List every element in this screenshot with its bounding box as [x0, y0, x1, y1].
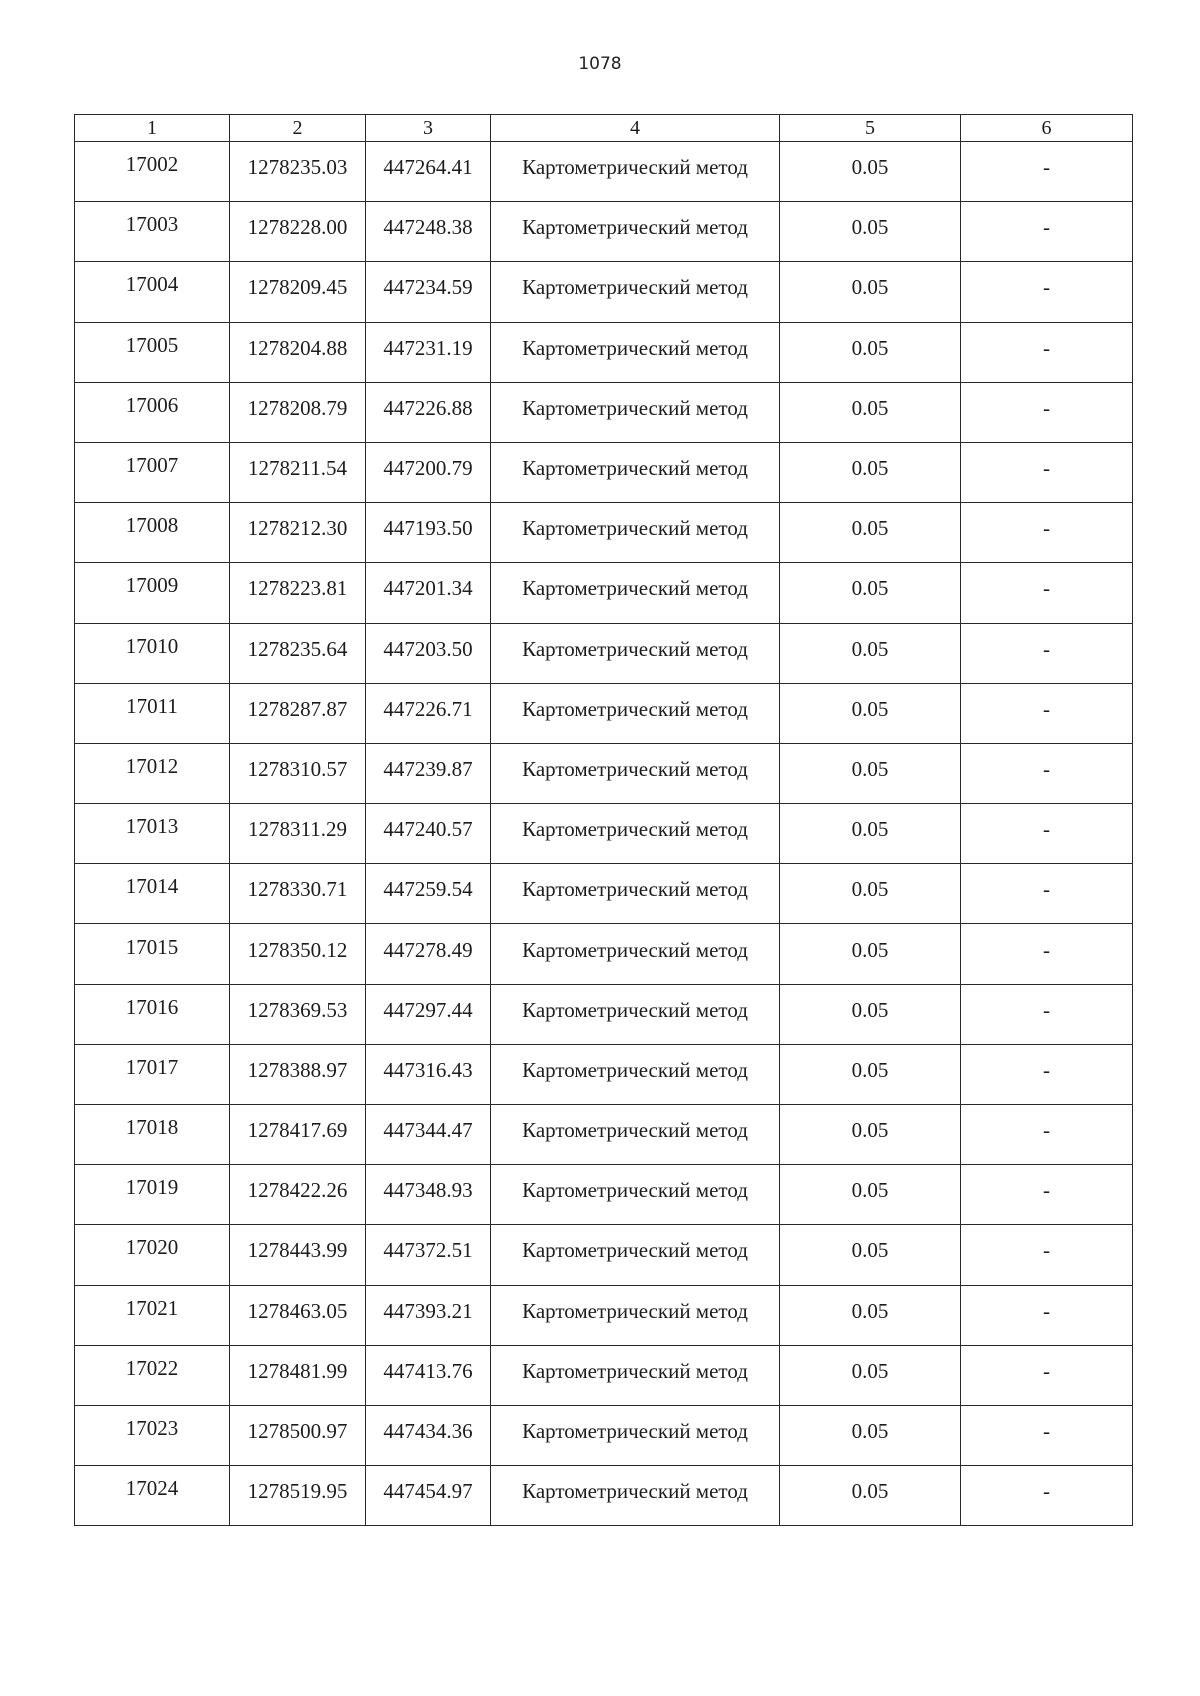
point-number-cell: 17023: [75, 1405, 230, 1465]
table-body: [75, 142, 1133, 1526]
note-cell: -: [961, 1044, 1133, 1104]
note-cell: -: [961, 503, 1133, 563]
note-cell: -: [961, 262, 1133, 322]
table-row: [75, 1044, 1133, 1104]
point-number-cell: 17008: [75, 503, 230, 563]
note-cell: -: [961, 202, 1133, 262]
note-cell: -: [961, 804, 1133, 864]
accuracy-cell: 0.05: [780, 1345, 961, 1405]
point-number-cell: 17014: [75, 864, 230, 924]
note-cell: -: [961, 1345, 1133, 1405]
accuracy-cell: 0.05: [780, 804, 961, 864]
method-cell: Картометрический метод: [491, 1044, 780, 1104]
column-header-6: 6: [961, 115, 1133, 142]
accuracy-cell: 0.05: [780, 142, 961, 202]
method-cell: Картометрический метод: [491, 743, 780, 803]
table-row: [75, 623, 1133, 683]
table-header-row: [75, 115, 1133, 142]
table-row: [75, 1345, 1133, 1405]
x-coordinate-cell: 1278350.12: [230, 924, 366, 984]
x-coordinate-cell: 1278223.81: [230, 563, 366, 623]
note-cell: -: [961, 1285, 1133, 1345]
point-number-cell: 17020: [75, 1225, 230, 1285]
x-coordinate-cell: 1278310.57: [230, 743, 366, 803]
point-number-cell: 17007: [75, 442, 230, 502]
y-coordinate-cell: 447193.50: [366, 503, 491, 563]
method-cell: Картометрический метод: [491, 202, 780, 262]
accuracy-cell: 0.05: [780, 382, 961, 442]
y-coordinate-cell: 447226.88: [366, 382, 491, 442]
note-cell: -: [961, 442, 1133, 502]
column-header-5: 5: [780, 115, 961, 142]
table-row: [75, 683, 1133, 743]
method-cell: Картометрический метод: [491, 1105, 780, 1165]
accuracy-cell: 0.05: [780, 683, 961, 743]
column-header-4: 4: [491, 115, 780, 142]
accuracy-cell: 0.05: [780, 1405, 961, 1465]
point-number-cell: 17019: [75, 1165, 230, 1225]
method-cell: Картометрический метод: [491, 503, 780, 563]
method-cell: Картометрический метод: [491, 382, 780, 442]
method-cell: Картометрический метод: [491, 864, 780, 924]
note-cell: -: [961, 1105, 1133, 1165]
y-coordinate-cell: 447231.19: [366, 322, 491, 382]
y-coordinate-cell: 447344.47: [366, 1105, 491, 1165]
table-row: [75, 382, 1133, 442]
y-coordinate-cell: 447201.34: [366, 563, 491, 623]
table-row: [75, 1225, 1133, 1285]
method-cell: Картометрический метод: [491, 1165, 780, 1225]
note-cell: -: [961, 743, 1133, 803]
y-coordinate-cell: 447372.51: [366, 1225, 491, 1285]
y-coordinate-cell: 447316.43: [366, 1044, 491, 1104]
method-cell: Картометрический метод: [491, 442, 780, 502]
y-coordinate-cell: 447248.38: [366, 202, 491, 262]
accuracy-cell: 0.05: [780, 1105, 961, 1165]
method-cell: Картометрический метод: [491, 262, 780, 322]
method-cell: Картометрический метод: [491, 1285, 780, 1345]
y-coordinate-cell: 447454.97: [366, 1466, 491, 1526]
table-row: [75, 924, 1133, 984]
table-row: [75, 1405, 1133, 1465]
table-row: [75, 262, 1133, 322]
x-coordinate-cell: 1278212.30: [230, 503, 366, 563]
x-coordinate-cell: 1278500.97: [230, 1405, 366, 1465]
table-row: [75, 1165, 1133, 1225]
y-coordinate-cell: 447226.71: [366, 683, 491, 743]
x-coordinate-cell: 1278417.69: [230, 1105, 366, 1165]
table-row: [75, 804, 1133, 864]
point-number-cell: 17018: [75, 1105, 230, 1165]
x-coordinate-cell: 1278204.88: [230, 322, 366, 382]
table-row: [75, 1105, 1133, 1165]
note-cell: -: [961, 984, 1133, 1044]
page-number: 1078: [578, 54, 622, 74]
note-cell: -: [961, 1165, 1133, 1225]
point-number-cell: 17005: [75, 322, 230, 382]
accuracy-cell: 0.05: [780, 442, 961, 502]
table-row: [75, 563, 1133, 623]
table-row: [75, 202, 1133, 262]
y-coordinate-cell: 447203.50: [366, 623, 491, 683]
method-cell: Картометрический метод: [491, 1345, 780, 1405]
table-row: [75, 442, 1133, 502]
accuracy-cell: 0.05: [780, 924, 961, 984]
y-coordinate-cell: 447259.54: [366, 864, 491, 924]
point-number-cell: 17013: [75, 804, 230, 864]
method-cell: Картометрический метод: [491, 563, 780, 623]
x-coordinate-cell: 1278235.64: [230, 623, 366, 683]
accuracy-cell: 0.05: [780, 563, 961, 623]
table-row: [75, 142, 1133, 202]
accuracy-cell: 0.05: [780, 623, 961, 683]
x-coordinate-cell: 1278311.29: [230, 804, 366, 864]
accuracy-cell: 0.05: [780, 503, 961, 563]
accuracy-cell: 0.05: [780, 202, 961, 262]
method-cell: Картометрический метод: [491, 142, 780, 202]
column-header-3: 3: [366, 115, 491, 142]
x-coordinate-cell: 1278422.26: [230, 1165, 366, 1225]
method-cell: Картометрический метод: [491, 322, 780, 382]
column-header-2: 2: [230, 115, 366, 142]
x-coordinate-cell: 1278211.54: [230, 442, 366, 502]
note-cell: -: [961, 322, 1133, 382]
x-coordinate-cell: 1278209.45: [230, 262, 366, 322]
x-coordinate-cell: 1278369.53: [230, 984, 366, 1044]
note-cell: -: [961, 382, 1133, 442]
note-cell: -: [961, 1225, 1133, 1285]
point-number-cell: 17002: [75, 142, 230, 202]
method-cell: Картометрический метод: [491, 683, 780, 743]
table-row: [75, 1285, 1133, 1345]
accuracy-cell: 0.05: [780, 743, 961, 803]
table-row: [75, 1466, 1133, 1526]
note-cell: -: [961, 563, 1133, 623]
x-coordinate-cell: 1278463.05: [230, 1285, 366, 1345]
note-cell: -: [961, 1466, 1133, 1526]
x-coordinate-cell: 1278443.99: [230, 1225, 366, 1285]
note-cell: -: [961, 924, 1133, 984]
x-coordinate-cell: 1278235.03: [230, 142, 366, 202]
point-number-cell: 17009: [75, 563, 230, 623]
x-coordinate-cell: 1278481.99: [230, 1345, 366, 1405]
method-cell: Картометрический метод: [491, 623, 780, 683]
accuracy-cell: 0.05: [780, 864, 961, 924]
coordinates-table: [74, 114, 1133, 1526]
method-cell: Картометрический метод: [491, 984, 780, 1044]
table-row: [75, 864, 1133, 924]
note-cell: -: [961, 623, 1133, 683]
point-number-cell: 17012: [75, 743, 230, 803]
point-number-cell: 17003: [75, 202, 230, 262]
y-coordinate-cell: 447264.41: [366, 142, 491, 202]
y-coordinate-cell: 447234.59: [366, 262, 491, 322]
point-number-cell: 17004: [75, 262, 230, 322]
point-number-cell: 17015: [75, 924, 230, 984]
y-coordinate-cell: 447348.93: [366, 1165, 491, 1225]
method-cell: Картометрический метод: [491, 924, 780, 984]
point-number-cell: 17021: [75, 1285, 230, 1345]
method-cell: Картометрический метод: [491, 804, 780, 864]
y-coordinate-cell: 447413.76: [366, 1345, 491, 1405]
point-number-cell: 17016: [75, 984, 230, 1044]
method-cell: Картометрический метод: [491, 1466, 780, 1526]
y-coordinate-cell: 447239.87: [366, 743, 491, 803]
column-header-1: 1: [75, 115, 230, 142]
method-cell: Картометрический метод: [491, 1405, 780, 1465]
y-coordinate-cell: 447240.57: [366, 804, 491, 864]
y-coordinate-cell: 447297.44: [366, 984, 491, 1044]
accuracy-cell: 0.05: [780, 1044, 961, 1104]
y-coordinate-cell: 447434.36: [366, 1405, 491, 1465]
table-row: [75, 503, 1133, 563]
x-coordinate-cell: 1278519.95: [230, 1466, 366, 1526]
accuracy-cell: 0.05: [780, 322, 961, 382]
method-cell: Картометрический метод: [491, 1225, 780, 1285]
accuracy-cell: 0.05: [780, 1285, 961, 1345]
table-row: [75, 322, 1133, 382]
note-cell: -: [961, 142, 1133, 202]
table-row: [75, 743, 1133, 803]
x-coordinate-cell: 1278287.87: [230, 683, 366, 743]
point-number-cell: 17011: [75, 683, 230, 743]
x-coordinate-cell: 1278330.71: [230, 864, 366, 924]
accuracy-cell: 0.05: [780, 262, 961, 322]
x-coordinate-cell: 1278388.97: [230, 1044, 366, 1104]
point-number-cell: 17010: [75, 623, 230, 683]
point-number-cell: 17022: [75, 1345, 230, 1405]
note-cell: -: [961, 683, 1133, 743]
table-row: [75, 984, 1133, 1044]
note-cell: -: [961, 1405, 1133, 1465]
point-number-cell: 17006: [75, 382, 230, 442]
x-coordinate-cell: 1278228.00: [230, 202, 366, 262]
y-coordinate-cell: 447200.79: [366, 442, 491, 502]
accuracy-cell: 0.05: [780, 1466, 961, 1526]
note-cell: -: [961, 864, 1133, 924]
point-number-cell: 17017: [75, 1044, 230, 1104]
accuracy-cell: 0.05: [780, 1165, 961, 1225]
point-number-cell: 17024: [75, 1466, 230, 1526]
accuracy-cell: 0.05: [780, 984, 961, 1044]
x-coordinate-cell: 1278208.79: [230, 382, 366, 442]
accuracy-cell: 0.05: [780, 1225, 961, 1285]
y-coordinate-cell: 447278.49: [366, 924, 491, 984]
y-coordinate-cell: 447393.21: [366, 1285, 491, 1345]
